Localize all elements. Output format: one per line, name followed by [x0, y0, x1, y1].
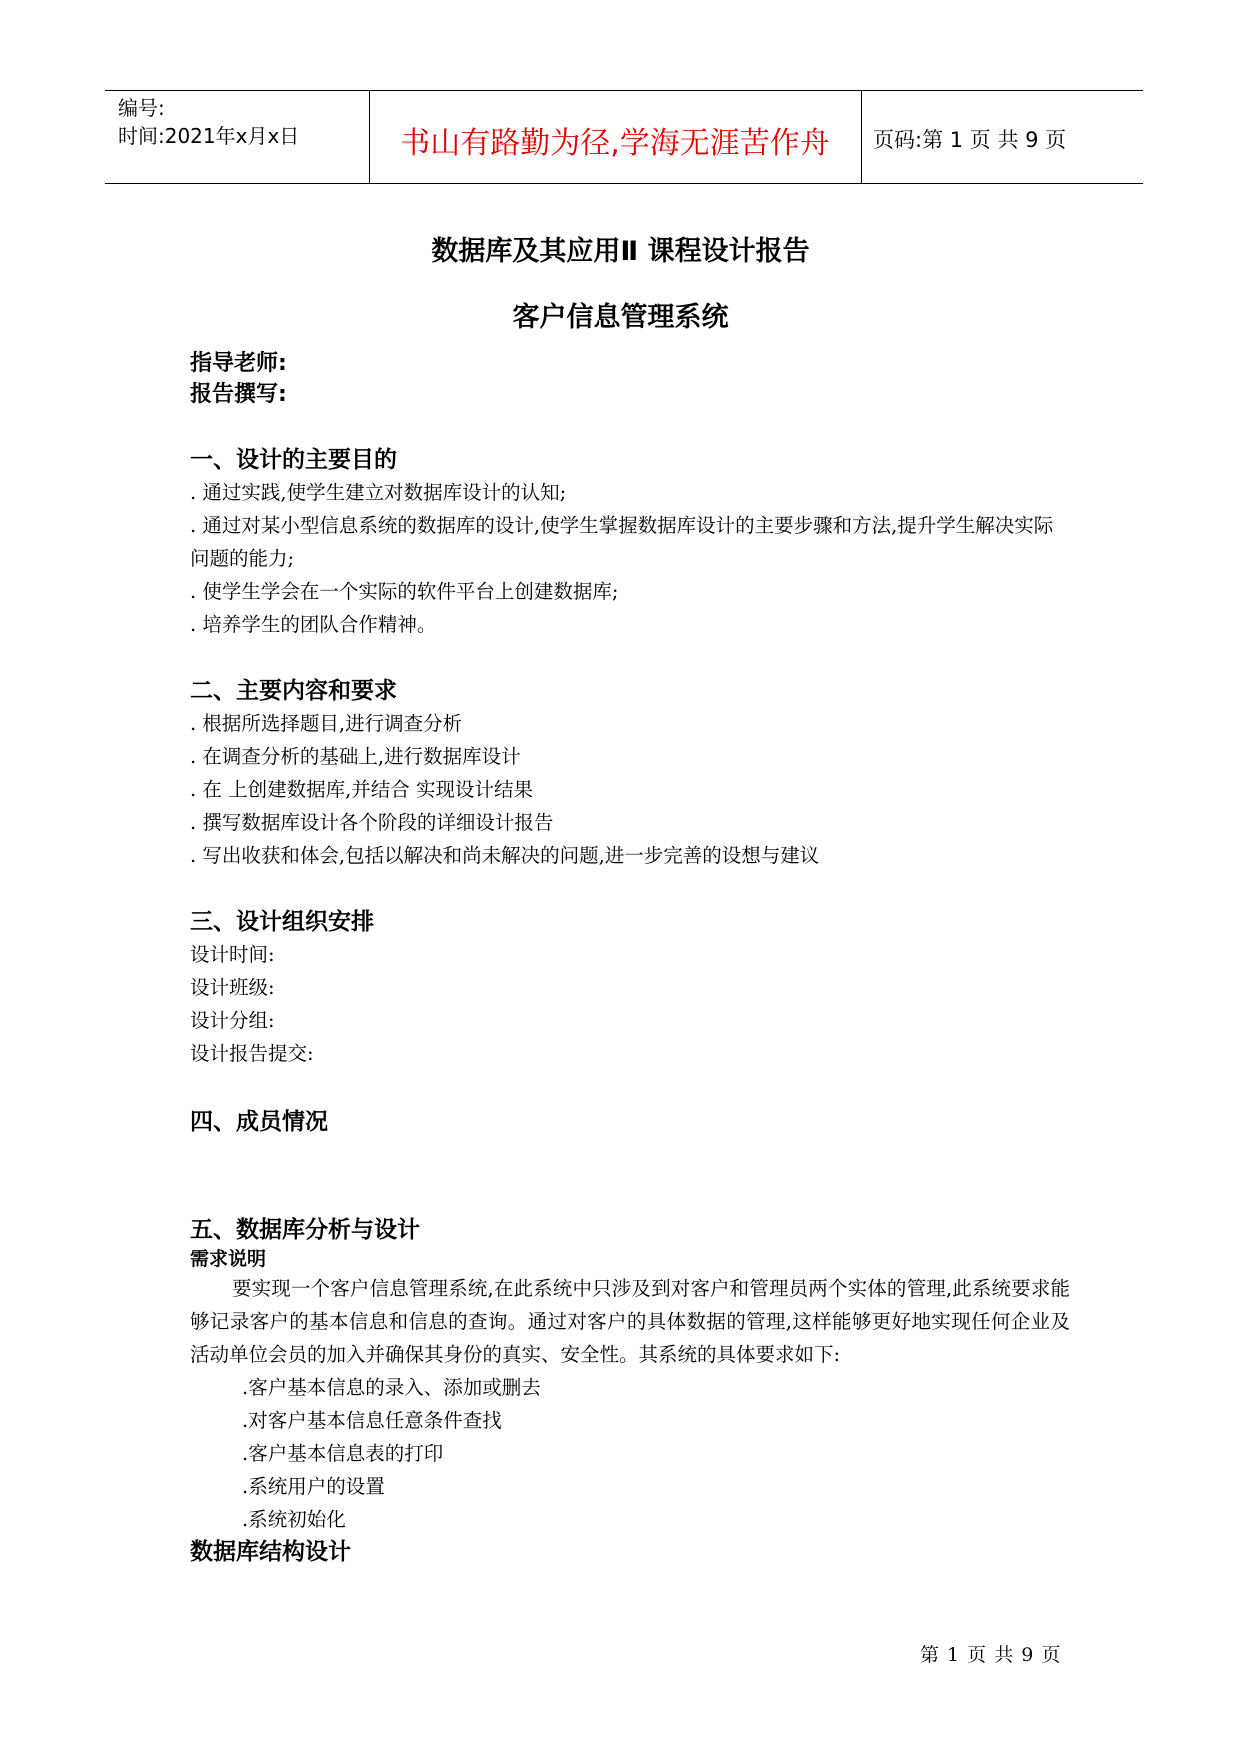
- document-subtitle: 客户信息管理系统: [512, 302, 729, 333]
- writer-label: 报告撰写:: [190, 382, 287, 407]
- requirement-item: .客户基本信息的录入、添加或删去: [242, 1376, 541, 1399]
- section-3-item: 设计班级:: [190, 976, 275, 999]
- header-motto: 书山有路勤为径,学海无涯苦作舟: [400, 126, 830, 161]
- document-title: 数据库及其应用Ⅱ 课程设计报告: [431, 236, 810, 267]
- requirement-item: .对客户基本信息任意条件查找: [242, 1409, 502, 1432]
- section-3-item: 设计分组:: [190, 1009, 275, 1032]
- section-3-heading: 三、设计组织安排: [190, 909, 374, 935]
- section-1-heading: 一、设计的主要目的: [190, 447, 397, 473]
- requirements-heading: 需求说明: [190, 1248, 267, 1270]
- section-2-item: . 根据所选择题目,进行调查分析: [190, 712, 463, 735]
- header-time-label: 时间:2021年x月x日: [118, 124, 300, 148]
- header-page-label: 页码:第 1 页 共 9 页: [873, 128, 1067, 152]
- requirement-item: .客户基本信息表的打印: [242, 1442, 444, 1465]
- page-footer: 第 1 页 共 9 页: [920, 1644, 1062, 1666]
- section-1-item: . 通过实践,使学生建立对数据库设计的认知;: [190, 481, 567, 504]
- requirement-item: .系统初始化: [242, 1508, 346, 1531]
- section-2-item: . 撰写数据库设计各个阶段的详细设计报告: [190, 811, 554, 834]
- section-1-item: . 培养学生的团队合作精神。: [190, 613, 437, 636]
- requirement-item: .系统用户的设置: [242, 1475, 385, 1498]
- document-body: [190, 348, 1070, 1568]
- section-3-item: 设计报告提交:: [190, 1042, 314, 1065]
- header-top-rule: [105, 90, 1143, 91]
- advisor-label: 指导老师:: [190, 351, 287, 376]
- section-1-item: . 通过对某小型信息系统的数据库的设计,使学生掌握数据库设计的主要步骤和方法,提升学生解决实际问题的能力;: [190, 514, 1054, 570]
- header-number-label: 编号:: [118, 96, 165, 120]
- db-structure-heading: 数据库结构设计: [190, 1539, 351, 1565]
- section-4-heading: 四、成员情况: [190, 1109, 328, 1135]
- section-2-item: . 写出收获和体会,包括以解决和尚未解决的问题,进一步完善的设想与建议: [190, 844, 820, 867]
- section-2-item: . 在 上创建数据库,并结合 实现设计结果: [190, 778, 533, 801]
- section-5-heading: 五、数据库分析与设计: [190, 1217, 420, 1243]
- header-divider-right: [861, 90, 862, 183]
- section-3-item: 设计时间:: [190, 943, 275, 966]
- header-bottom-rule: [105, 183, 1143, 184]
- section-1-item: . 使学生学会在一个实际的软件平台上创建数据库;: [190, 580, 619, 603]
- requirements-paragraph: 要实现一个客户信息管理系统,在此系统中只涉及到对客户和管理员两个实体的管理,此系统要求能够记录客户的基本信息和信息的查询。通过对客户的具体数据的管理,这样能够更好地实现任何企业及活动单位会员的加入并确保其身份的真实、安全性。其系统的具体要求如下:: [190, 1277, 1070, 1366]
- section-2-heading: 二、主要内容和要求: [190, 678, 397, 704]
- section-2-item: . 在调查分析的基础上,进行数据库设计: [190, 745, 521, 768]
- header-left-cell: [118, 94, 299, 150]
